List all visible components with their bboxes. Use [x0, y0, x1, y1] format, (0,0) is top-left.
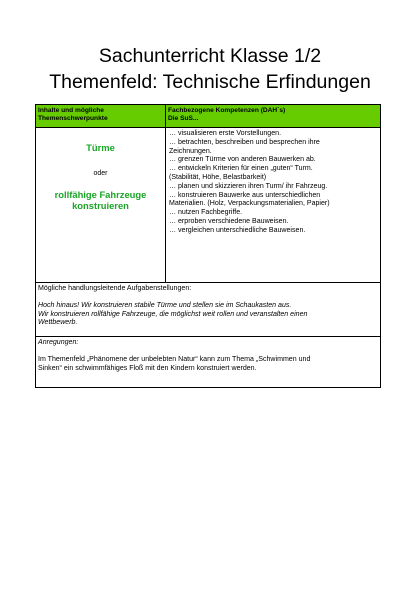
topics-cell: [36, 128, 166, 282]
competency-line: … erproben verschiedene Bauweisen.: [169, 217, 289, 225]
topic-connector: oder: [93, 170, 108, 177]
competency-line: Zeichnungen.: [169, 147, 212, 155]
document-subtitle: Themenfeld: Technische Erfindungen: [49, 71, 371, 93]
ideas-label: Anregungen:: [38, 339, 79, 346]
competency-line: (Stabilität, Höhe, Belastbarkeit): [169, 173, 267, 181]
topic-vehicles: rollfähige Fahrzeuge konstruieren: [54, 189, 147, 211]
task-line: Wettbewerb.: [38, 319, 78, 327]
competency-line: … betrachten, beschreiben und besprechen ihre: [169, 138, 320, 146]
competency-line: … grenzen Türme von anderen Bauwerken ab.: [169, 156, 316, 164]
curriculum-table: [35, 104, 381, 388]
task-line: Wir konstruieren rollfähige Fahrzeuge, die möglichst weit rollen und veranstalten einen: [38, 310, 308, 318]
header-competencies: Fachbezogene Kompetenzen (DAH´s) Die SuS...: [168, 107, 286, 122]
competency-line: … nutzen Fachbegriffe.: [169, 209, 243, 217]
competency-line: … visualisieren erste Vorstellungen.: [169, 130, 282, 137]
ideas-row: [36, 337, 380, 387]
tasks-row: [36, 283, 380, 337]
competency-line: … planen und skizzieren ihren Turm/ ihr Fahrzeug.: [169, 182, 328, 190]
header-contents: Inhalte und mögliche Themenschwerpunkte: [36, 105, 166, 127]
competency-line: … entwickeln Kriterien für einen „guten“ Turm.: [169, 165, 313, 173]
idea-line: Im Themenfeld „Phänomene der unbelebten Natur“ kann zum Thema „Schwimmen und: [38, 355, 311, 363]
table-content-row: [36, 128, 380, 283]
competency-line: … vergleichen unterschiedliche Bauweisen.: [169, 226, 306, 234]
tasks-label: Mögliche handlungsleitende Aufgabenstellungen:: [38, 285, 192, 292]
competency-line: Materialien. (Holz, Verpackungsmaterialien, Papier): [169, 200, 330, 208]
task-line: Hoch hinaus! Wir konstruieren stabile Türme und stellen sie im Schaukasten aus.: [38, 301, 292, 309]
competencies-cell: [166, 128, 380, 282]
competency-line: … konstruieren Bauwerke aus unterschiedlichen: [169, 191, 321, 199]
document-title: Sachunterricht Klasse 1/2: [98, 45, 322, 67]
topic-towers: Türme: [86, 142, 115, 153]
table-header-row: [36, 105, 380, 128]
idea-line: Sinken“ ein schwimmfähiges Floß mit den Kindern konstruiert werden.: [38, 364, 257, 372]
